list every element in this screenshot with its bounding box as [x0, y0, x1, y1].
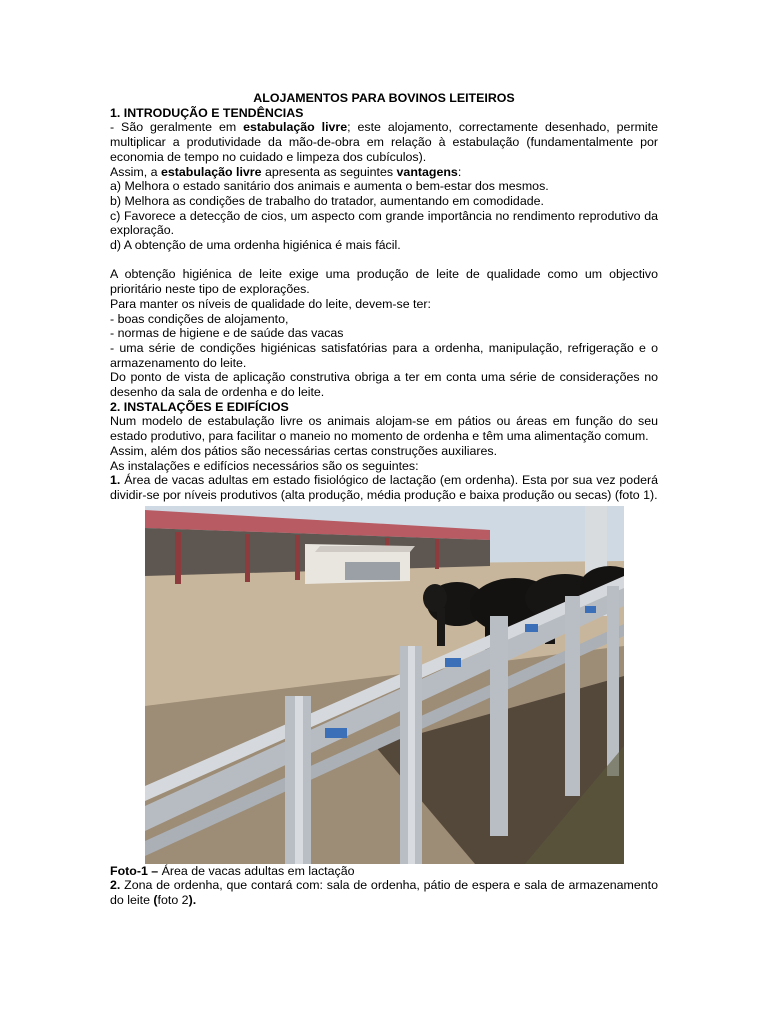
page-title: ALOJAMENTOS PARA BOVINOS LEITEIROS: [253, 91, 515, 105]
spacer: [110, 253, 658, 268]
list-item: - uma série de condições higiénicas satisfatórias para a ordenha, manipulação, refrigeração e o armazenamento do leite.: [110, 340, 658, 370]
list-item: 1. Área de vacas adultas em estado fisiológico de lactação (em ordenha). Esta por sua vez poderá dividir-se por níveis produtivos (alta produção, média produção e baixa produção ou secas) (foto 1).: [110, 473, 658, 502]
list-item: - boas condições de alojamento,: [110, 311, 289, 326]
paragraph: Do ponto de vista de aplicação construtiva obriga a ter em conta uma série de considerações no desenho da sala de ordenha e do leite.: [110, 370, 658, 400]
section-1-heading: 1. INTRODUÇÃO E TENDÊNCIAS: [110, 105, 304, 120]
paragraph: Para manter os níveis de qualidade do leite, devem-se ter:: [110, 296, 431, 311]
paragraph: - São geralmente em estabulação livre; este alojamento, correctamente desenhado, permite multiplicar a produtividade da mão-de-obra em relação à estabulação (fundamentalmente por economia de tempo no cuidado e limpeza dos cubículos).: [110, 120, 658, 164]
paragraph: A obtenção higiénica de leite exige uma produção de leite de qualidade como um objectivo prioritário neste tipo de explorações.: [110, 267, 658, 297]
paragraph: As instalações e edifícios necessários são os seguintes:: [110, 458, 419, 473]
document-page: [110, 91, 658, 908]
list-item: 2. Zona de ordenha, que contará com: sala de ordenha, pátio de espera e sala de armazenamento do leite (foto 2).: [110, 878, 658, 908]
paragraph: Num modelo de estabulação livre os animais alojam-se em pátios ou áreas em função do seu estado produtivo, para facilitar o maneio no momento de ordenha e têm uma alimentação comum.: [110, 414, 658, 444]
paragraph: Assim, além dos pátios são necessárias certas construções auxiliares.: [110, 443, 498, 458]
list-item: c) Favorece a detecção de cios, um aspecto com grande importância no rendimento reprodutivo da exploração.: [110, 208, 658, 238]
photo-caption: Foto-1 – Área de vacas adultas em lactação: [110, 863, 355, 878]
photo-illustration: [145, 506, 624, 864]
list-item: - normas de higiene e de saúde das vacas: [110, 326, 344, 341]
paragraph: Assim, a estabulação livre apresenta as seguintes vantagens:: [110, 164, 462, 179]
list-item: a) Melhora o estado sanitário dos animais e aumenta o bem-estar dos mesmos.: [110, 179, 549, 194]
list-item: b) Melhora as condições de trabalho do tratador, aumentando em comodidade.: [110, 193, 544, 208]
photo-cows-feeding-area: [145, 506, 624, 864]
list-item: d) A obtenção de uma ordenha higiénica é mais fácil.: [110, 238, 401, 253]
section-2-heading: 2. INSTALAÇÕES E EDIFÍCIOS: [110, 399, 289, 414]
